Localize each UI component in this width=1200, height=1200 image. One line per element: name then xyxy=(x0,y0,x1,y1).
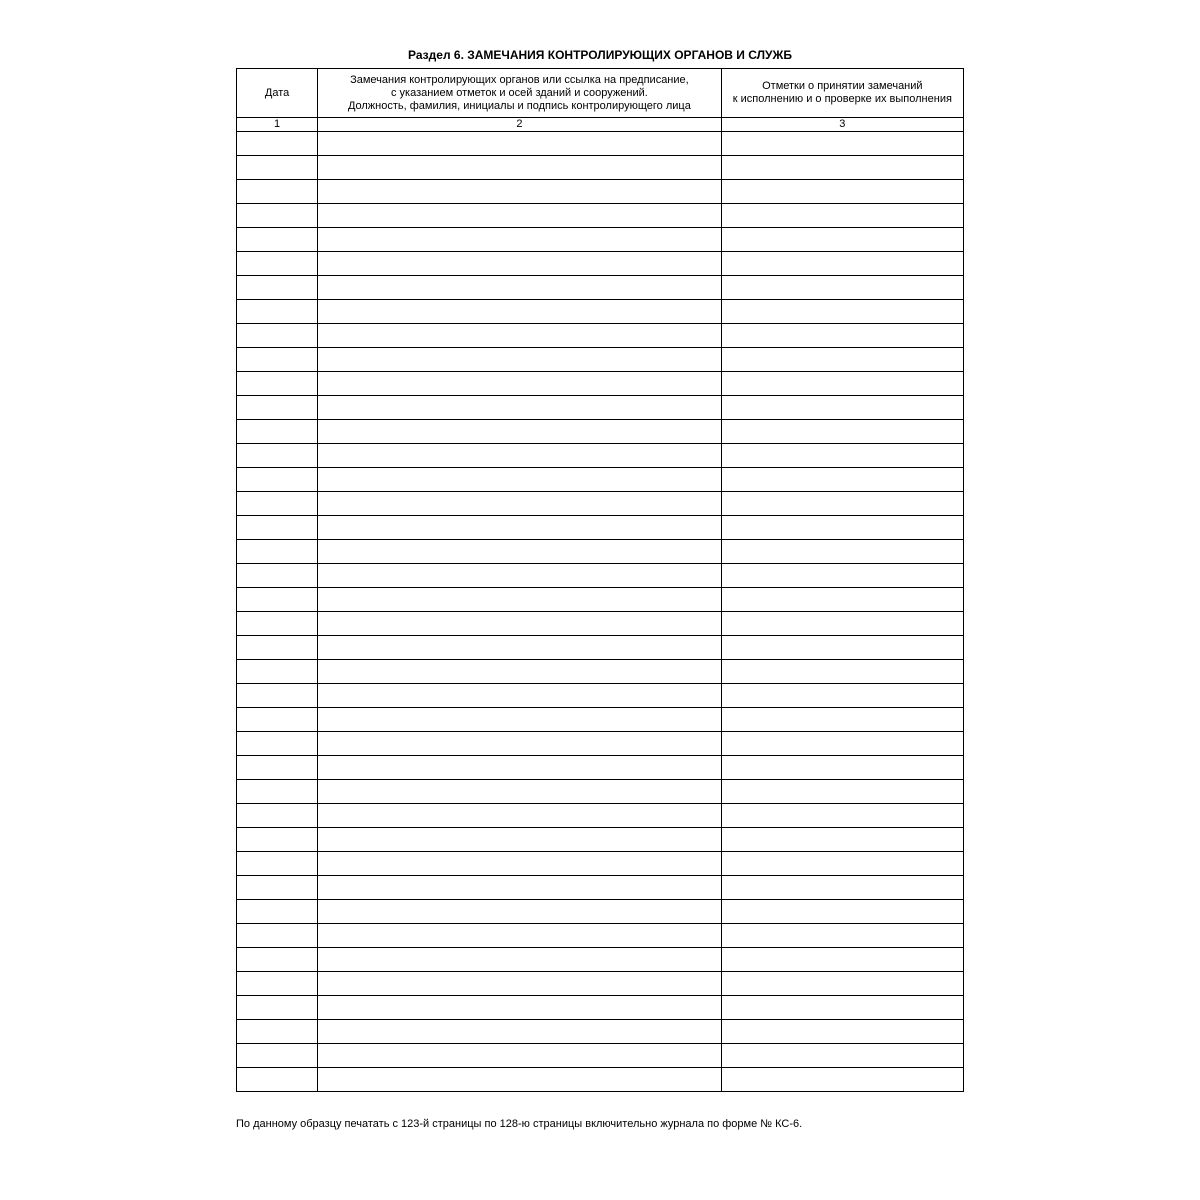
date-cell xyxy=(237,684,318,708)
table-row xyxy=(237,324,964,348)
marks-cell xyxy=(721,372,963,396)
table-row xyxy=(237,300,964,324)
remarks-cell xyxy=(318,588,722,612)
date-cell xyxy=(237,324,318,348)
date-cell xyxy=(237,540,318,564)
remarks-cell xyxy=(318,972,722,996)
remarks-cell xyxy=(318,444,722,468)
marks-cell xyxy=(721,396,963,420)
header-remarks-line-1: Замечания контролирующих органов или ссылка на предписание, xyxy=(350,73,689,86)
table-row xyxy=(237,420,964,444)
remarks-cell xyxy=(318,492,722,516)
marks-cell xyxy=(721,972,963,996)
table-row xyxy=(237,828,964,852)
remarks-cell xyxy=(318,468,722,492)
table-row xyxy=(237,204,964,228)
remarks-cell xyxy=(318,852,722,876)
marks-cell xyxy=(721,588,963,612)
table-row xyxy=(237,852,964,876)
table-row xyxy=(237,660,964,684)
table-row xyxy=(237,156,964,180)
remarks-cell xyxy=(318,348,722,372)
header-remarks xyxy=(318,69,722,118)
table-row xyxy=(237,564,964,588)
date-cell xyxy=(237,420,318,444)
table-row xyxy=(237,180,964,204)
marks-cell xyxy=(721,324,963,348)
date-cell xyxy=(237,588,318,612)
date-cell xyxy=(237,444,318,468)
remarks-cell xyxy=(318,660,722,684)
marks-cell xyxy=(721,300,963,324)
date-cell xyxy=(237,1044,318,1068)
table-row xyxy=(237,900,964,924)
section-title: Раздел 6. ЗАМЕЧАНИЯ КОНТРОЛИРУЮЩИХ ОРГАНОВ И СЛУЖБ xyxy=(408,48,792,62)
remarks-cell xyxy=(318,1020,722,1044)
table-row xyxy=(237,468,964,492)
marks-cell xyxy=(721,1020,963,1044)
date-cell xyxy=(237,276,318,300)
date-cell xyxy=(237,396,318,420)
marks-cell xyxy=(721,156,963,180)
date-cell xyxy=(237,708,318,732)
column-number-3: 3 xyxy=(721,118,963,132)
column-number-1: 1 xyxy=(237,118,318,132)
date-cell xyxy=(237,372,318,396)
remarks-cell xyxy=(318,900,722,924)
remarks-cell xyxy=(318,276,722,300)
marks-cell xyxy=(721,228,963,252)
marks-cell xyxy=(721,444,963,468)
marks-cell xyxy=(721,612,963,636)
marks-cell xyxy=(721,708,963,732)
date-cell xyxy=(237,972,318,996)
marks-cell xyxy=(721,684,963,708)
date-cell xyxy=(237,636,318,660)
date-cell xyxy=(237,468,318,492)
column-number-row xyxy=(237,118,964,132)
header-marks xyxy=(721,69,963,118)
table-row xyxy=(237,996,964,1020)
remarks-cell xyxy=(318,372,722,396)
remarks-cell xyxy=(318,780,722,804)
table-row xyxy=(237,1068,964,1092)
remarks-cell xyxy=(318,204,722,228)
date-cell xyxy=(237,1068,318,1092)
remarks-cell xyxy=(318,180,722,204)
remarks-cell xyxy=(318,612,722,636)
remarks-cell xyxy=(318,636,722,660)
marks-cell xyxy=(721,540,963,564)
marks-cell xyxy=(721,132,963,156)
marks-cell xyxy=(721,348,963,372)
date-cell xyxy=(237,204,318,228)
table-row xyxy=(237,492,964,516)
date-cell xyxy=(237,948,318,972)
marks-cell xyxy=(721,492,963,516)
remarks-cell xyxy=(318,132,722,156)
table-body xyxy=(237,132,964,1092)
table-row xyxy=(237,972,964,996)
header-date-line: Дата xyxy=(264,86,290,99)
header-remarks-line-3: Должность, фамилия, инициалы и подпись контролирующего лица xyxy=(347,99,691,112)
date-cell xyxy=(237,564,318,588)
date-cell xyxy=(237,996,318,1020)
marks-cell xyxy=(721,468,963,492)
table-row xyxy=(237,732,964,756)
remarks-table xyxy=(236,68,964,1092)
marks-cell xyxy=(721,804,963,828)
date-cell xyxy=(237,828,318,852)
marks-cell xyxy=(721,204,963,228)
date-cell xyxy=(237,756,318,780)
footer-note: По данному образцу печатать с 123-й страницы по 128-ю страницы включительно журнала по форме № КС-6. xyxy=(236,1118,803,1130)
remarks-cell xyxy=(318,564,722,588)
date-cell xyxy=(237,876,318,900)
table-row xyxy=(237,252,964,276)
date-cell xyxy=(237,660,318,684)
table-row xyxy=(237,804,964,828)
date-cell xyxy=(237,732,318,756)
table-row xyxy=(237,1020,964,1044)
marks-cell xyxy=(721,636,963,660)
table-row xyxy=(237,228,964,252)
remarks-cell xyxy=(318,324,722,348)
marks-cell xyxy=(721,996,963,1020)
table-row xyxy=(237,588,964,612)
header-marks-line-2: к исполнению и о проверке их выполнения xyxy=(732,93,952,105)
marks-cell xyxy=(721,900,963,924)
table-row xyxy=(237,780,964,804)
column-number-2: 2 xyxy=(318,118,722,132)
date-cell xyxy=(237,228,318,252)
date-cell xyxy=(237,924,318,948)
header-marks-line-1: Отметки о принятии замечаний xyxy=(762,80,923,92)
remarks-cell xyxy=(318,804,722,828)
header-date xyxy=(237,69,318,118)
marks-cell xyxy=(721,252,963,276)
marks-cell xyxy=(721,564,963,588)
marks-cell xyxy=(721,876,963,900)
remarks-cell xyxy=(318,948,722,972)
remarks-cell xyxy=(318,1044,722,1068)
remarks-cell xyxy=(318,708,722,732)
remarks-cell xyxy=(318,876,722,900)
remarks-cell xyxy=(318,396,722,420)
date-cell xyxy=(237,348,318,372)
date-cell xyxy=(237,1020,318,1044)
remarks-cell xyxy=(318,300,722,324)
marks-cell xyxy=(721,948,963,972)
remarks-cell xyxy=(318,156,722,180)
remarks-cell xyxy=(318,996,722,1020)
marks-cell xyxy=(721,180,963,204)
remarks-cell xyxy=(318,732,722,756)
table-row xyxy=(237,396,964,420)
table-row xyxy=(237,756,964,780)
marks-cell xyxy=(721,420,963,444)
table-row xyxy=(237,372,964,396)
marks-cell xyxy=(721,276,963,300)
date-cell xyxy=(237,612,318,636)
table-row xyxy=(237,276,964,300)
marks-cell xyxy=(721,852,963,876)
date-cell xyxy=(237,300,318,324)
remarks-cell xyxy=(318,828,722,852)
table-row xyxy=(237,708,964,732)
date-cell xyxy=(237,252,318,276)
date-cell xyxy=(237,180,318,204)
remarks-cell xyxy=(318,540,722,564)
marks-cell xyxy=(721,1068,963,1092)
marks-cell xyxy=(721,828,963,852)
marks-cell xyxy=(721,1044,963,1068)
table-row xyxy=(237,924,964,948)
marks-cell xyxy=(721,732,963,756)
table-row xyxy=(237,612,964,636)
marks-cell xyxy=(721,780,963,804)
marks-cell xyxy=(721,516,963,540)
table-row xyxy=(237,540,964,564)
marks-cell xyxy=(721,756,963,780)
date-cell xyxy=(237,780,318,804)
table-row xyxy=(237,1044,964,1068)
table-row xyxy=(237,876,964,900)
remarks-cell xyxy=(318,756,722,780)
remarks-cell xyxy=(318,516,722,540)
remarks-cell xyxy=(318,1068,722,1092)
remarks-cell xyxy=(318,924,722,948)
remarks-cell xyxy=(318,228,722,252)
date-cell xyxy=(237,156,318,180)
date-cell xyxy=(237,900,318,924)
table-row xyxy=(237,348,964,372)
date-cell xyxy=(237,492,318,516)
date-cell xyxy=(237,804,318,828)
remarks-cell xyxy=(318,252,722,276)
table-header-row xyxy=(237,69,964,118)
date-cell xyxy=(237,852,318,876)
table-row xyxy=(237,516,964,540)
remarks-cell xyxy=(318,420,722,444)
header-remarks-line-2: с указанием отметок и осей зданий и сооружений. xyxy=(390,86,648,99)
table-row xyxy=(237,948,964,972)
marks-cell xyxy=(721,924,963,948)
table-row xyxy=(237,132,964,156)
table-row xyxy=(237,636,964,660)
date-cell xyxy=(237,516,318,540)
remarks-cell xyxy=(318,684,722,708)
table-row xyxy=(237,444,964,468)
table-row xyxy=(237,684,964,708)
marks-cell xyxy=(721,660,963,684)
date-cell xyxy=(237,132,318,156)
